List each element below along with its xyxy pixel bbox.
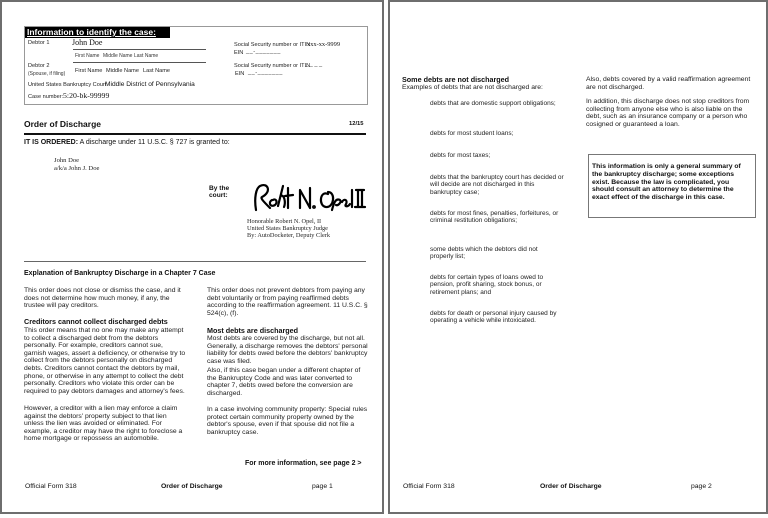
grantee-aka: a/k/a John J. Doe [54, 165, 100, 172]
debt-item: some debts which the debtors did not properly list; [430, 246, 538, 261]
debtor2-name-line [73, 62, 206, 63]
footer-page-number: page 1 [312, 483, 333, 490]
page-title: Order of Discharge [24, 119, 101, 129]
footer-title: Order of Discharge [161, 483, 223, 490]
not-discharged-heading: Some debts are not discharged [402, 75, 510, 84]
cosigner-note: In addition, this discharge does not stop creditors from collecting from anyone else who is also liable on the debt, such as an insurance company or a person who cosigned or guaranteed a loan. [586, 98, 750, 128]
debtor2-middle: Middle Name [106, 68, 139, 74]
form-revision-date: 12/15 [349, 121, 364, 127]
ein1-label: EIN [234, 50, 244, 56]
footer-form-number: Official Form 318 [403, 483, 455, 490]
deputy-clerk: By: AutoDocketer, Deputy Clerk [247, 232, 330, 239]
ein1-value: __-_______ [246, 49, 281, 55]
debtor2-last: Last Name [143, 68, 171, 74]
general-summary-notice: This information is only a general summary of the bankruptcy discharge; some exceptions exist. Because the law is complicated, you should consult an attorney to determine the exact effect of the discharge in this case. [588, 154, 756, 218]
debtor2-label: Debtor 2 [28, 63, 50, 69]
debt-item: debts for most student loans; [430, 130, 514, 137]
more-info-link[interactable]: For more information, see page 2 > [245, 460, 362, 467]
document-page-1 [0, 0, 384, 514]
court-value: Middle District of Pennsylvania [105, 81, 195, 88]
debtor1-middle-hint: Middle Name [103, 53, 133, 59]
debt-item: debts that are domestic support obligations; [430, 100, 556, 107]
debtor1-first-hint: First Name [75, 53, 100, 59]
left-col-p3: However, a creditor with a lien may enforce a claim against the debtors' property subject to that lien unless the lien was avoided or eliminated. For example, a creditor may have the right to foreclose a home mortgage or repossess an automobile. [24, 405, 183, 443]
ein2-value: __-_______ [248, 70, 283, 76]
ein2-label: EIN [235, 71, 245, 77]
debt-item: debts for most taxes; [430, 152, 491, 159]
reaffirmation-note: Also, debts covered by a valid reaffirmation agreement are not discharged. [586, 76, 751, 91]
debtor1-name: John Doe [72, 38, 103, 47]
explanation-title: Explanation of Bankruptcy Discharge in a Chapter 7 Case [24, 270, 216, 277]
judge-signature-icon [248, 180, 368, 216]
case-number-value: 5:20-bk-99999 [63, 91, 110, 100]
most-debts-discharged-heading: Most debts are discharged [207, 326, 299, 335]
right-col-p2: Most debts are covered by the discharge, but not all. Generally, a discharge removes the debtors' personal liability for debts owed before the debtors' bankruptcy case was filed. [207, 335, 368, 365]
right-col-p1: This order does not prevent debtors from paying any debt voluntarily or from paying reaffirmed debts according to the reaffirmation agreement. 11 U.S.C. § 524(c), (f). [207, 287, 368, 317]
creditors-cannot-collect-heading: Creditors cannot collect discharged debts [24, 317, 168, 326]
debtor2-sublabel: (Spouse, if filing) [28, 71, 66, 77]
explanation-rule [24, 261, 366, 262]
footer-form-number: Official Form 318 [25, 483, 77, 490]
grantee-name: John Doe [54, 157, 80, 164]
case-number-label: Case number: [28, 94, 64, 100]
ssn2-label: Social Security number or ITIN [234, 63, 311, 69]
ssn2-value: _ _ _ _ [305, 62, 323, 68]
right-col-p4: In a case involving community property: Special rules protect certain community property owned by the debtor's spouse, even if that spouse did not file a bankruptcy case. [207, 406, 368, 436]
left-col-p1: This order does not close or dismiss the case, and it does not determine how much money, if any, the trustee will pay creditors. [24, 287, 181, 310]
debtor2-first: First Name [75, 68, 103, 74]
case-identification-box [24, 26, 368, 105]
footer-title: Order of Discharge [540, 483, 602, 490]
ssn1-value: xxx-xx-9999 [307, 41, 341, 48]
judge-title: United States Bankruptcy Judge [247, 225, 328, 232]
ordered-lead: IT IS ORDERED: [24, 139, 79, 146]
court-label: United States Bankruptcy Court [28, 82, 107, 88]
not-discharged-intro: Examples of debts that are not discharged are: [402, 84, 543, 91]
right-col-p3: Also, if this case began under a different chapter of the Bankruptcy Code and was later converted to chapter 7, debts owed before the conversion are discharged. [207, 367, 361, 397]
footer-page-number: page 2 [691, 483, 712, 490]
debtor1-label: Debtor 1 [28, 40, 50, 46]
debt-item: debts that the bankruptcy court has decided or will decide are not discharged in this bankruptcy case; [430, 174, 564, 196]
left-col-p2: This order means that no one may make any attempt to collect a discharged debt from the debtors personally. For example, creditors cannot sue, garnish wages, assert a deficiency, or otherwise try to collect from the debtors personally on discharged debts. Creditors cannot contact the debtors by mail, phone, or otherwise in any attempt to collect the debt personally. Creditors who violate this order can be required to pay debtors damages and attorney's fees. [24, 327, 186, 395]
debt-item: debts for death or personal injury caused by operating a vehicle while intoxicated. [430, 310, 557, 325]
ssn1-label: Social Security number or ITIN [234, 42, 311, 48]
debt-item: debts for most fines, penalties, forfeitures, or criminal restitution obligations; [430, 210, 559, 225]
identify-box-title: Information to identify the case: [25, 27, 170, 38]
debtor1-last-hint: Last Name [134, 53, 159, 59]
by-the-court-label: By the court: [209, 185, 230, 200]
ordered-text: A discharge under 11 U.S.C. § 727 is granted to: [78, 139, 230, 146]
debt-item: debts for certain types of loans owed to pension, profit sharing, stock bonus, or retirement plans; and [430, 274, 544, 296]
debtor1-name-line [73, 49, 206, 50]
judge-name: Honorable Robert N. Opel, II [247, 218, 322, 225]
document-page-2 [388, 0, 768, 514]
title-rule [24, 133, 366, 135]
ordered-statement [24, 139, 230, 146]
